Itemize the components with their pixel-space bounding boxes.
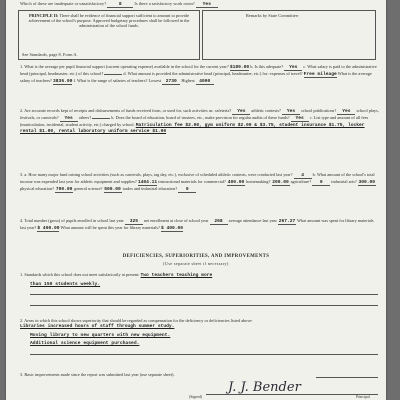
item-text: Basic improvements made since the report was submitted last year (use separate sheet). <box>24 372 175 377</box>
answer-value: 700.00 <box>55 187 73 192</box>
answer-value: Yes <box>196 2 218 8</box>
question-text: c. What salary is paid to the administrative head (principal, headmaster, etc.) of this school? <box>20 64 377 76</box>
answer-value: 0 <box>312 180 330 186</box>
question-text: What is the average salary of teachers? <box>20 71 372 83</box>
signed-label: (Signed) <box>189 395 203 399</box>
question-text: b. Does the board of education, board of trustees, etc., make provision for regular audits of these funds? <box>111 115 290 120</box>
answer-value: Additional science equipment purchased. <box>30 341 140 346</box>
question-text: net enrollment at close of school year <box>143 218 209 223</box>
answer-value: Yes <box>284 65 302 71</box>
question-text: Is there a satisfactory work room? <box>134 1 195 6</box>
question-1 <box>20 64 380 85</box>
principal-label: Principal <box>356 395 370 399</box>
answer-value: Moving library to new quarters with new equipment. <box>30 333 171 338</box>
question-text: b. Is this adequate? <box>250 64 284 69</box>
question-text: athletic contests? <box>251 108 281 113</box>
question-2 <box>20 108 380 134</box>
item-number: 3. <box>20 372 24 377</box>
answer-value: 4000 <box>196 79 214 85</box>
answer-value: 0 <box>178 187 196 193</box>
question-text: trades and industrial education? <box>122 186 178 191</box>
item-number: 1. <box>20 272 24 277</box>
question-text: Total number (gross) of pupils enrolled in school last year <box>24 218 124 223</box>
signature: J. J. Bender <box>228 380 301 395</box>
deficiencies-heading: DEFICIENCIES, SUPERIORITIES, AND IMPROVEMENTS <box>122 254 270 259</box>
answer-value: 268 <box>210 219 228 225</box>
principle-text <box>22 13 196 28</box>
answer-value: Yes <box>337 109 355 115</box>
question-text: homemaking? <box>246 179 271 184</box>
principle-body: There shall be evidence of financial support sufficient to amount to provide achievement of the school's purpose. Approved budgetary procedures shall be followed in the administration of the school funds. <box>28 13 190 28</box>
answer-value: $ 400.00 <box>37 226 60 231</box>
answer-value: 200.00 <box>272 180 289 185</box>
principle-ref: See Standards, page 8, Form A. <box>22 52 78 57</box>
answer-value: 2730 <box>162 79 180 85</box>
deficiencies-subheading: (Use separate sheet if necessary) <box>163 261 229 266</box>
answer-value: Yes <box>60 116 78 122</box>
answer-value: $189.00 <box>229 65 250 70</box>
answer-value: 500.00 <box>104 187 121 192</box>
question-text: school plays, festivals, or carnivals? <box>20 108 379 120</box>
answer-value: Libraries increased hours of staff through summer study. <box>20 324 175 329</box>
item-text: Standards which this school does not meet satisfactorily at present: <box>24 272 140 277</box>
question-number: 1. <box>20 64 24 69</box>
question-3 <box>20 172 380 193</box>
deficiency-item-2 <box>20 318 380 329</box>
answer-value: 8 <box>107 2 133 8</box>
answer-value: than 150 students weekly. <box>30 282 101 287</box>
answer-value: Yes <box>282 109 300 115</box>
answer-value: Yes <box>232 109 250 115</box>
blank-line <box>316 377 378 378</box>
question-text: agriculture? <box>290 179 312 184</box>
question-text: What amount will be spent this year for library materials? <box>60 225 160 230</box>
blank-line <box>30 305 378 306</box>
question-text: Are accurate records kept of receipts and disbursements of funds received from, or used for, such activities as: cafeteria? <box>24 108 232 113</box>
blank-line <box>30 354 378 355</box>
answer-value: 400.00 <box>227 180 245 185</box>
answer-value: 300.00 <box>358 180 376 185</box>
answer-value: 4 <box>294 173 312 179</box>
answer-value: Matriculation fee $2.00, gym uniform $2.00 & $3.75, student insurance $1.75, locker rental $1.00, rental laboratory uniform service $1.00 <box>20 123 365 134</box>
question-text: Highest <box>181 78 195 83</box>
question-line-top <box>20 1 218 8</box>
principle-heading: PRINCIPLE II: <box>28 13 59 18</box>
question-text: a. How many major fund raising school activities (such as carnivals, plays, tag day, etc.), exclusive of scheduled athletic contests, were conducted last year? <box>24 172 293 177</box>
question-number: 2. <box>20 108 24 113</box>
question-text: What is the average per pupil financial support (current operating expense) available in the school for the current year? <box>24 64 229 69</box>
answer-value: 1404.11 <box>137 180 158 185</box>
item-text: Areas in which this school shows superiority that should be regarded as compensation for the deficiency or deficiencies listed above: <box>24 318 253 323</box>
question-number: 3. <box>20 172 24 177</box>
blank-line <box>30 294 378 295</box>
question-text: industrial arts? <box>331 179 357 184</box>
question-text: others? <box>78 115 92 120</box>
answer-value: 267.27 <box>278 219 296 224</box>
question-text: school publications? <box>301 108 337 113</box>
answer-value <box>104 74 122 75</box>
answer-value: 3836.00 <box>53 79 73 84</box>
question-text: What amount was spent for library materials last year? <box>20 218 374 230</box>
question-text: f. What is the range of salaries of teachers? Lowest <box>73 78 162 83</box>
report-page <box>6 0 386 400</box>
question-4 <box>20 218 380 232</box>
answer-value: Yes <box>291 116 309 122</box>
question-text: Which of these are inadequate or unsatisfactory? <box>20 1 107 6</box>
remarks-label: Remarks by State Committee: <box>246 13 300 18</box>
deficiency-item-1 <box>20 272 380 278</box>
question-text: general science? <box>74 186 103 191</box>
question-text: c. List type and amount of all fees (matriculation, incidental, student activity, etc.) charged by school. <box>20 115 369 127</box>
answer-value: $ 400.00 <box>160 226 184 231</box>
question-text: instructional materials for commercial? <box>158 179 226 184</box>
question-text: average attendance last year <box>228 218 277 223</box>
question-text: d. What amount is provided the administrative head (principal, headmaster, etc.) for: expenses of travel? <box>123 71 303 76</box>
answer-value <box>92 118 110 119</box>
question-text: b. What amount of the school's total income was expended last year for athletic equipment and supplies? <box>20 172 375 184</box>
answer-value: Free mileage <box>303 72 337 77</box>
item-number: 2. <box>20 318 24 323</box>
question-number: 4. <box>20 218 24 223</box>
answer-value: 325 <box>125 219 143 225</box>
answer-value: Two teachers teaching more <box>140 273 213 278</box>
question-text: physical education? <box>20 186 55 191</box>
